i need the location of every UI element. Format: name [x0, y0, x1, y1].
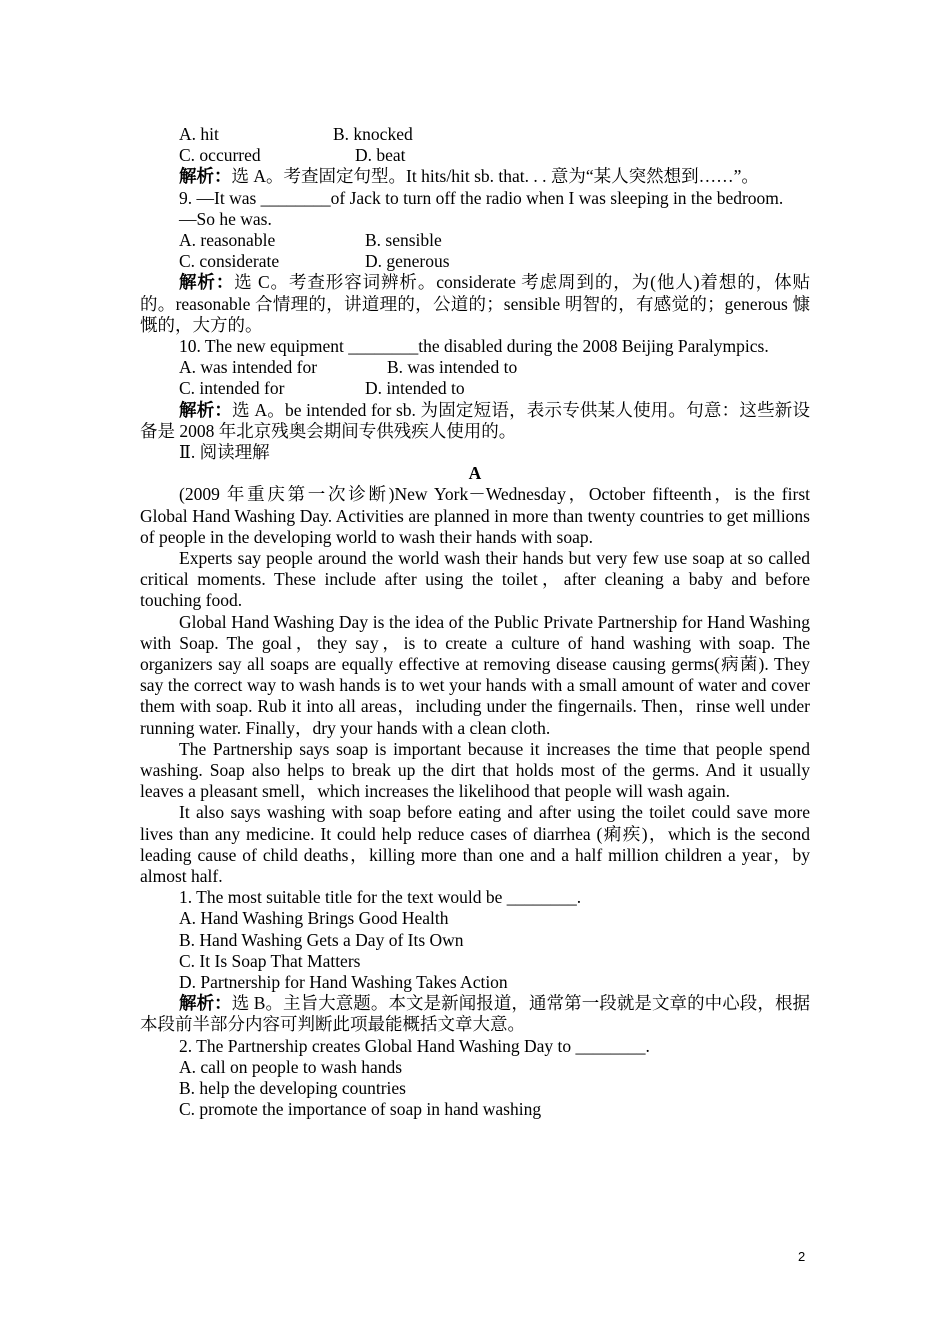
rq1-option-d: D. Partnership for Hand Washing Takes Action	[179, 971, 508, 992]
q9-option-b: B. sensible	[365, 229, 442, 250]
q9-options-row-2	[140, 251, 810, 272]
q9-stem: 9. —It was ________of Jack to turn off the radio when I was sleeping in the bedroom.	[179, 187, 784, 208]
q8-option-c: C. occurred	[179, 145, 261, 166]
rq2-option-c: C. promote the importance of soap in hand washing	[179, 1099, 542, 1120]
rq1-option-b: B. Hand Washing Gets a Day of Its Own	[179, 929, 464, 950]
q10-option-a: A. was intended for	[179, 357, 318, 378]
q9-analysis-text: 选 C。考查形容词辨析。considerate 考虑周到的，为(他人)着想的，体贴的。reasonable 合情理的，讲道理的，公道的；sensible 明智的，有感觉的；generous 慷慨的，大方的。	[140, 272, 811, 335]
analysis-label: 解析：	[179, 272, 235, 293]
analysis-label: 解析：	[179, 166, 232, 187]
q8-option-b: B. knocked	[333, 124, 413, 144]
page-content	[140, 124, 810, 1120]
q8-option-a: A. hit	[179, 124, 219, 144]
rq1-analysis	[140, 993, 810, 1035]
q10-analysis	[140, 400, 810, 442]
q9-option-c: C. considerate	[179, 251, 280, 272]
rq1-option-a: A. Hand Washing Brings Good Health	[179, 908, 449, 929]
q8-analysis	[140, 166, 810, 187]
passage-paragraph: It also says washing with soap before eating and after using the toilet could save more lives than any medicine. It could help reduce cases of diarrhea (痢疾)，which is the second leading cause of child deaths，killing more than one and a half million children a year，by almost half.	[140, 802, 810, 886]
q8-analysis-text: 选 A。考查固定句型。It hits/hit sb. that. . . 意为“某人突然想到……”。	[231, 166, 759, 187]
q8-options-row-2	[140, 145, 810, 166]
analysis-label: 解析：	[179, 399, 233, 420]
rq1-analysis-text: 选 B。主旨大意题。本文是新闻报道，通常第一段就是文章的中心段，根据本段前半部分内容可判断此项最能概括文章大意。	[140, 993, 811, 1035]
q8-options-row-1	[140, 124, 810, 145]
q9-option-d: D. generous	[365, 251, 450, 272]
passage-label: A	[468, 463, 482, 484]
q9-options-row-1	[140, 230, 810, 251]
q8-option-d: D. beat	[355, 145, 406, 166]
rq1-stem: 1. The most suitable title for the text would be ________.	[179, 887, 582, 908]
q9-analysis	[140, 272, 810, 336]
q10-option-d: D. intended to	[365, 378, 465, 399]
section-heading: Ⅱ. 阅读理解	[179, 441, 270, 462]
page-number: 2	[798, 1249, 806, 1264]
q9-option-a: A. reasonable	[179, 229, 276, 250]
passage-paragraph: (2009 年重庆第一次诊断)New York－Wednesday，October fifteenth，is the first Global Hand Washing Day. Activities are planned in more than twenty countries to get millions of people in the developing world to wash their hands with soap.	[140, 484, 810, 547]
passage-paragraph: The Partnership says soap is important because it increases the time that people spend washing. Soap also helps to break up the dirt that holds most of the germs. And it usually leaves a pleasant smell，which increases the likelihood that people will wash again.	[140, 738, 810, 802]
rq2-option-a: A. call on people to wash hands	[179, 1056, 403, 1077]
q9-reply: —So he was.	[179, 208, 272, 229]
q10-option-b: B. was intended to	[387, 357, 518, 378]
q10-option-c: C. intended for	[179, 378, 285, 399]
analysis-label: 解析：	[179, 993, 232, 1014]
passage-paragraph: Global Hand Washing Day is the idea of the Public Private Partnership for Hand Washing with Soap. The goal，they say，is to create a culture of hand washing with soap. The organizers say all soaps are equally effective at removing disease causing germs(病菌). They say the correct way to wash hands is to wet your hands with a small amount of water and cover them with soap. Rub it into all areas，including under the fingernails. Then，rinse well under running water. Finally，dry your hands with a clean cloth.	[140, 611, 810, 738]
q10-analysis-text: 选 A。be intended for sb. 为固定短语，表示专供某人使用。句意：这些新设备是 2008 年北京残奥会期间专供残疾人使用的。	[140, 399, 811, 441]
passage-paragraph: Experts say people around the world wash their hands but very few use soap at so called critical moments. These include after using the toilet，after cleaning a baby and before touching food.	[140, 547, 810, 611]
q10-options-row-2	[140, 378, 810, 399]
q10-stem: 10. The new equipment ________the disabled during the 2008 Beijing Paralympics.	[179, 335, 769, 356]
rq2-option-b: B. help the developing countries	[179, 1077, 406, 1098]
rq1-option-c: C. It Is Soap That Matters	[179, 950, 361, 971]
rq2-stem: 2. The Partnership creates Global Hand Washing Day to ________.	[179, 1035, 650, 1056]
q10-options-row-1	[140, 357, 810, 378]
